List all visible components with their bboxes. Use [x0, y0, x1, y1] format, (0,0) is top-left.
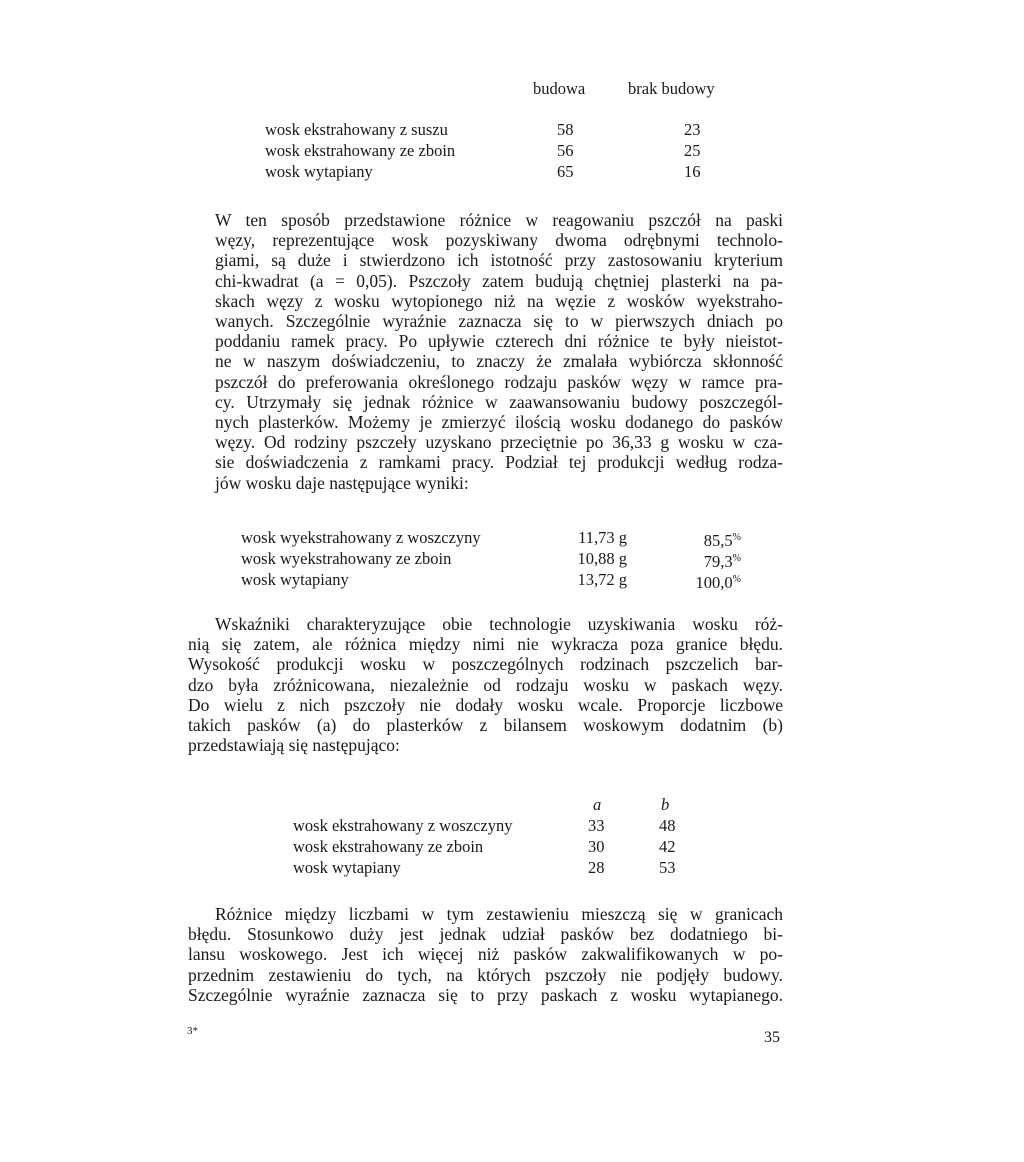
cell-brak-budowy: 16 — [684, 162, 701, 181]
row-label: wosk wytapiany — [265, 162, 373, 181]
column-header-b: b — [661, 795, 670, 814]
row-label: wosk wyekstrahowany ze zboin — [241, 549, 452, 568]
cell-a: 33 — [588, 816, 605, 835]
text-line: lansu woskowego. Jest ich więcej niż pasków zakwalifikowanych w po- — [188, 944, 783, 965]
cell-a: 28 — [588, 858, 605, 877]
text-line: przednim zestawieniu do tych, na których pszczoły nie podjęły budowy. — [188, 964, 783, 985]
text-line: skach węzy z wosku wytopionego niż na węzie z wosków wyekstraho- — [215, 290, 783, 311]
text-line: Wysokość produkcji wosku w poszczególnych rodzinach pszczelich bar- — [188, 654, 783, 675]
paragraph — [188, 614, 783, 755]
text-line: Wskaźniki charakteryzujące obie technologie uzyskiwania wosku róż- — [215, 614, 783, 634]
cell-percent: 79,3% — [703, 552, 741, 571]
text-line: takich pasków (a) do plasterków z bilansem woskowym dodatnim (b) — [188, 715, 783, 736]
text-line: ne w naszym doświadczeniu, to znaczy że zmalała wybiórcza skłonność — [215, 351, 783, 372]
cell-percent: 100,0% — [695, 573, 741, 592]
page-number: 35 — [764, 1029, 780, 1046]
table-row — [265, 161, 745, 182]
text-line: wanych. Szczególnie wyraźnie zaznacza się to w pierwszych dniach po — [215, 311, 783, 332]
signature-mark: 3* — [187, 1025, 198, 1037]
text-line: Do wielu z nich pszczoły nie dodały wosku wcale. Proporcje liczbowe — [188, 694, 783, 715]
text-line: węzy. Od rodziny pszczeły uzyskano przeciętnie po 36,33 g wosku w cza- — [215, 432, 783, 453]
text-line: giami, są duże i stwierdzono ich istotność przy zastosowaniu kryterium — [215, 250, 783, 271]
text-line: W ten sposób przedstawione różnice w reagowaniu pszczół na paski — [215, 210, 783, 230]
table-proportions — [293, 794, 693, 884]
table-header-row — [293, 794, 693, 815]
table-row — [241, 569, 761, 590]
cell-b: 53 — [659, 858, 676, 877]
row-label: wosk ekstrahowany ze zboin — [265, 141, 456, 160]
text-line: Różnice między liczbami w tym zestawieniu mieszczą się w granicach — [215, 904, 783, 924]
cell-b: 42 — [659, 837, 676, 856]
row-label: wosk ekstrahowany ze zboin — [293, 837, 484, 856]
cell-brak-budowy: 23 — [684, 120, 701, 139]
text-line: węzy, reprezentujące wosk pozyskiwany dwoma odrębnymi technolo- — [215, 230, 783, 251]
row-label: wosk wytapiany — [293, 858, 401, 877]
text-line: przedstawiają się następująco: — [188, 735, 400, 756]
column-header-a: a — [593, 795, 602, 814]
cell-b: 48 — [659, 816, 676, 835]
text-line: cy. Utrzymały się jednak różnice w zaawansowaniu budowy poszczegól- — [215, 391, 783, 412]
text-line: poddaniu ramek pracy. Po upływie czterech dni różnice te były nieistot- — [215, 331, 783, 352]
text-line: nych plasterków. Możemy je zmierzyć ilością wosku dodanego do pasków — [215, 412, 783, 433]
column-header-brak-budowy: brak budowy — [628, 79, 715, 98]
text-line: dzo była zróżnicowana, niezależnie od rodzaju wosku w paskach węzy. — [188, 674, 783, 695]
table-row — [293, 815, 693, 836]
text-line: chi-kwadrat (a = 0,05). Pszczoły zatem budują chętniej plasterki na pa- — [215, 270, 783, 291]
text-line: pszczół do preferowania określonego rodzaju pasków węzy w ramce pra- — [215, 371, 783, 392]
cell-budowa: 58 — [557, 120, 574, 139]
row-label: wosk ekstrahowany z suszu — [265, 120, 448, 139]
table-row — [241, 548, 761, 569]
table-row — [293, 836, 693, 857]
cell-a: 30 — [588, 837, 605, 856]
cell-percent: 85,5% — [703, 531, 741, 550]
table-row — [293, 857, 693, 878]
text-line: sie doświadczenia z ramkami pracy. Podział tej produkcji według rodza- — [215, 452, 783, 473]
cell-budowa: 56 — [557, 141, 574, 160]
paragraph — [188, 904, 783, 1005]
cell-mass: 11,73 g — [578, 528, 627, 547]
paragraph — [215, 210, 783, 493]
cell-brak-budowy: 25 — [684, 141, 701, 160]
text-line: nią się zatem, ale różnica między nimi nie wykracza poza granice błędu. — [188, 634, 783, 655]
table-row — [265, 140, 745, 161]
cell-budowa: 65 — [557, 162, 574, 181]
row-label: wosk wytapiany — [241, 570, 349, 589]
table-row — [241, 527, 761, 548]
text-line: Szczególnie wyraźnie zaznacza się to przy paskach z wosku wytapianego. — [188, 984, 783, 1005]
text-line: jów wosku daje następujące wyniki: — [215, 472, 469, 493]
table-header-row — [265, 78, 745, 99]
cell-mass: 10,88 g — [577, 549, 627, 568]
table-row — [265, 119, 745, 140]
cell-mass: 13,72 g — [577, 570, 627, 589]
table-budowa — [265, 78, 745, 188]
table-wax-production — [241, 527, 761, 593]
column-header-budowa: budowa — [533, 79, 586, 98]
row-label: wosk wyekstrahowany z woszczyny — [241, 528, 481, 547]
text-line: błędu. Stosunkowo duży jest jednak udział pasków bez dodatniego bi- — [188, 924, 783, 945]
row-label: wosk ekstrahowany z woszczyny — [293, 816, 513, 835]
